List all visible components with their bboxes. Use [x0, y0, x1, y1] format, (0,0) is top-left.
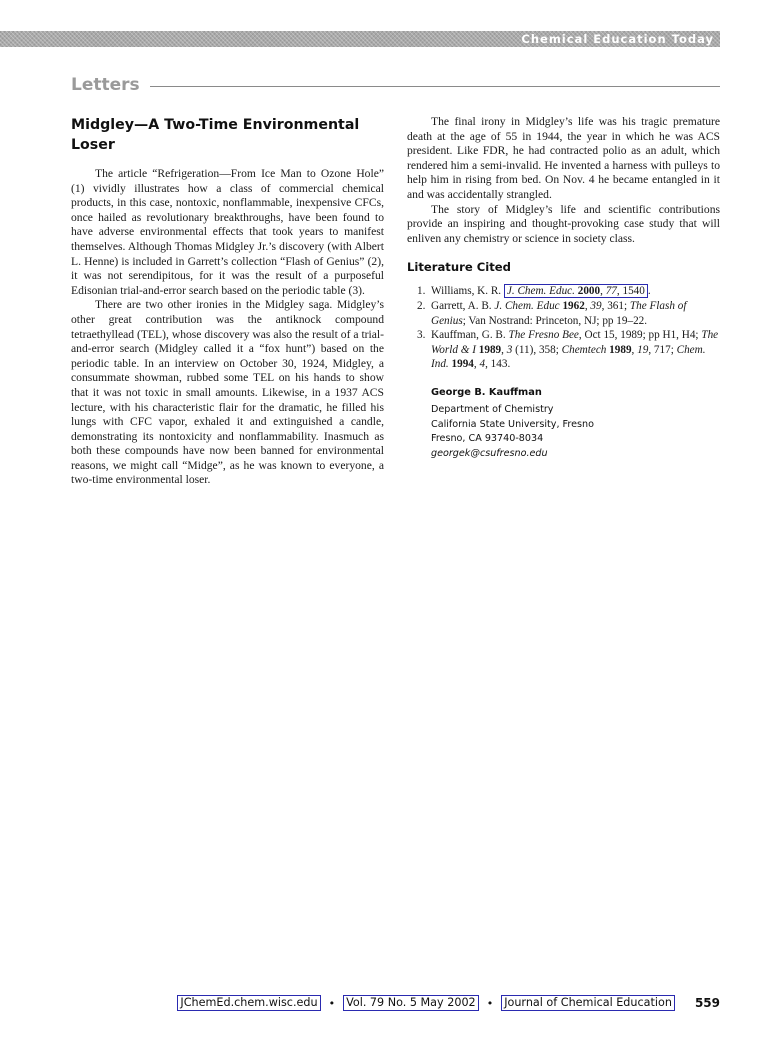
reference-author: Kauffman, G. B. [431, 329, 506, 342]
reference-pages: 361 [607, 299, 624, 312]
literature-cited-heading: Literature Cited [407, 260, 511, 275]
reference-end: . [647, 285, 651, 298]
reference-link[interactable]: J. Chem. Educ. 2000, 77, 1540 [504, 284, 648, 298]
author-department: Department of Chemistry [431, 404, 554, 416]
section-heading: Letters [71, 75, 140, 95]
footer-bullet: • [486, 996, 494, 1010]
author-email[interactable] [431, 447, 720, 462]
reference-detail: , 143. [485, 358, 511, 371]
reference-number: 3. [417, 329, 426, 342]
reference-number: 2. [417, 299, 426, 312]
reference-volume: 19 [637, 343, 649, 356]
reference-year: 2000 [577, 285, 601, 298]
footer-issue-link[interactable]: Vol. 79 No. 5 May 2002 [343, 995, 479, 1011]
reference-volume: 3 [506, 343, 513, 356]
masthead-title: Chemical Education Today [521, 32, 714, 46]
reference-year: 1989 [609, 343, 632, 356]
footer-bullet: • [328, 996, 336, 1010]
reference-detail: (11), 358; [515, 343, 559, 356]
author-name: George B. Kauffman [431, 386, 542, 398]
section-rule [150, 86, 720, 87]
page-footer [177, 995, 720, 1011]
article-title: Midgley—A Two-Time Environmental Loser [71, 117, 360, 153]
paragraph-2: There are two other ironies in the Midgley saga. Midgley’s other great contribution was the antiknock compound tetraethyllead (TEL), whose discovery was also the result of a trial-and-error search (Midgley called it a “fox hunt”) based on the periodic table. In an interview on October 30, 1924, Midgley, a consummate showman, rubbed some TEL on his hands to show that it was not toxic in small amounts. Likewise, in a 1937 ACS lecture, with his characteristic flair for the dramatic, he filled his lungs with CFC vapor, exhaled it and extinguished a candle, demonstrating its nontoxicity and nonflammability. Inasmuch as both these compounds have now been banned for environmental reasons, we might call “Midge”, as he was known to everyone, a two-time environmental loser. [71, 298, 384, 487]
paragraph-3: The final irony in Midgley’s life was his tragic premature death at the age of 55 in 1944, the year in which he was ACS president. Like FDR, he had contracted polio as an adult, which rendered him a semi-invalid. He invented a harness with pulleys to help him in rising from bed. On Nov. 4 he became entangled in it and was accidentally strangled. [407, 115, 720, 201]
reference-book-title: The Flash of Genius [431, 299, 687, 327]
masthead-bar [0, 31, 720, 47]
reference-item: 3. Kauffman, G. B. The Fresno Bee, Oct 15, 1989; pp H1, H4; The World & I 1989, 3 (11), 358; Chemtech 1989, 19, 717; Chem. Ind. 1994, 4, 143. [417, 329, 719, 371]
reference-item [407, 284, 720, 299]
reference-detail: , 717; [648, 343, 674, 356]
reference-source: Chem. Ind. [431, 343, 706, 371]
paragraph-1: The article “Refrigeration—From Ice Man to Ozone Hole” (1) vividly illustrates how a class of commercial chemical products, in this case, nontoxic, nonflammable, inexpensive CFCs, once hailed as revolutionary breakthroughs, have been found to have adverse environmental effects that took years to manifest themselves. Although Thomas Midgley Jr.’s discovery (with Albert L. Henne) is included in Garrett’s collection “Flash of Genius” (2), it was not serendipitous, for it was the result of a purposeful Edisonian trial-and-error search based on the periodic table (3). [71, 167, 384, 297]
author-email-text: georgek@csufresno.edu [431, 447, 548, 459]
footer-journal-link[interactable]: Journal of Chemical Education [501, 995, 675, 1011]
page-number: 559 [694, 996, 720, 1010]
reference-journal: J. Chem. Educ [494, 299, 560, 312]
reference-list [407, 284, 720, 372]
reference-author: Garrett, A. B. [431, 299, 492, 312]
author-address: Fresno, CA 93740-8034 [431, 433, 544, 445]
footer-site-link[interactable]: JChemEd.chem.wisc.edu [177, 995, 320, 1011]
reference-publisher: Van Nostrand: Princeton, NJ; pp 19–22. [468, 314, 648, 327]
reference-source: The Fresno Bee [508, 329, 579, 342]
reference-year: 1994 [451, 358, 474, 371]
reference-volume: 4 [479, 358, 486, 371]
reference-item: 2. Garrett, A. B. J. Chem. Educ 1962, 39, 361; The Flash of Genius; Van Nostrand: Princeton, NJ; pp 19–22. [417, 299, 687, 327]
reference-number: 1. [417, 285, 426, 298]
reference-author: Williams, K. R. [431, 285, 502, 298]
reference-source: Chemtech [561, 343, 607, 356]
reference-year: 1989 [478, 343, 502, 356]
author-university: California State University, Fresno [431, 418, 594, 430]
left-column [71, 115, 384, 488]
right-column [407, 115, 720, 461]
paragraph-4: The story of Midgley’s life and scientific contributions provide an inspiring and thought-provoking case study that will enliven any chemistry or science in society class. [407, 202, 720, 245]
author-block [407, 386, 720, 462]
reference-pages: 1540 [622, 285, 645, 298]
reference-volume: 39 [590, 299, 602, 312]
reference-detail: , Oct 15, 1989; pp H1, H4; [578, 329, 699, 342]
reference-journal: J. Chem. Educ. [506, 285, 575, 298]
reference-year: 1962 [562, 299, 585, 312]
reference-source: The World & I [431, 329, 719, 356]
reference-volume: 77 [605, 285, 617, 298]
